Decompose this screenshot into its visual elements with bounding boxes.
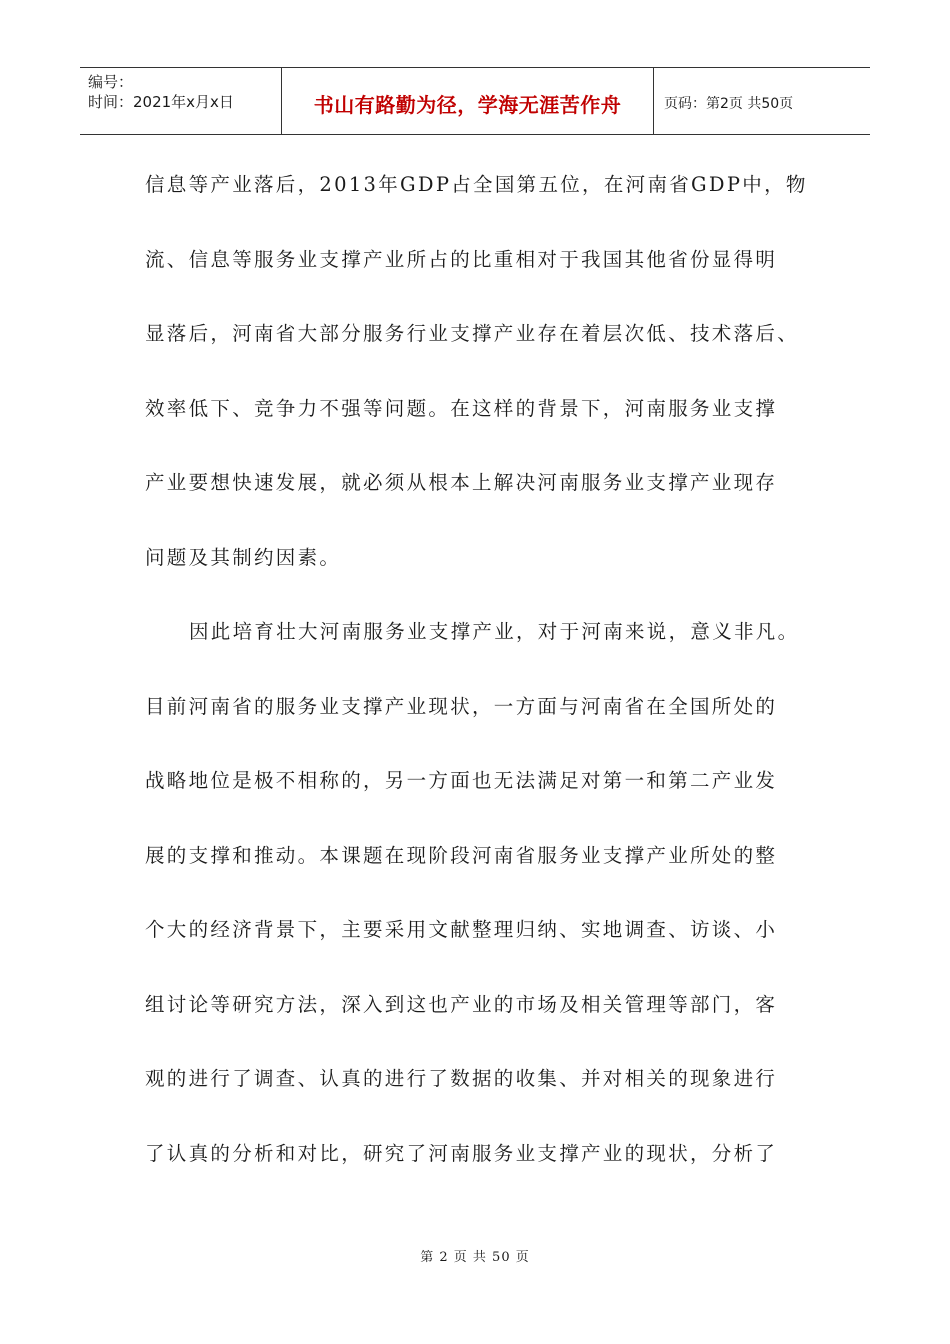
body-line: 个大的经济背景下，主要采用文献整理归纳、实地调查、访谈、小 [145,918,778,941]
document-time-label: 时间：2021年x月x日 [88,93,234,111]
body-line: 流、信息等服务业支撑产业所占的比重相对于我国其他省份显得明 [145,247,778,271]
body-line-paragraph-start: 因此培育壮大河南服务业支撑产业，对于河南来说，意义非凡。 [189,620,800,643]
page-footer: 第 2 页 共 50 页 [420,1250,530,1265]
body-line: 显落后，河南省大部分服务行业支撑产业存在着层次低、技术落后、 [145,322,800,345]
header-meta [80,68,282,134]
document-body [145,148,815,1191]
body-line: 问题及其制约因素。 [145,545,342,569]
body-line: 展的支撑和推动。本课题在现阶段河南省服务业支撑产业所处的整 [145,843,778,867]
body-line: 战略地位是极不相称的，另一方面也无法满足对第一和第二产业发 [145,769,778,792]
body-line: 效率低下、竞争力不强等问题。在这样的背景下，河南服务业支撑 [145,396,778,420]
body-line: 了认真的分析和对比，研究了河南服务业支撑产业的现状，分析了 [145,1141,778,1165]
body-line: 信息等产业落后，2013年GDP占全国第五位，在河南省GDP中，物 [145,173,808,196]
body-line: 目前河南省的服务业支撑产业现状，一方面与河南省在全国所处的 [145,694,778,718]
body-line: 产业要想快速发展，就必须从根本上解决河南服务业支撑产业现存 [145,471,778,494]
document-number-label: 编号： [88,73,134,91]
body-line: 组讨论等研究方法，深入到这也产业的市场及相关管理等部门，客 [145,992,778,1016]
header-page-info: 页码：第2页 共50页 [664,96,794,112]
page-header [80,67,870,135]
body-line: 观的进行了调查、认真的进行了数据的收集、并对相关的现象进行 [145,1067,778,1090]
header-motto: 书山有路勤为径，学海无涯苦作舟 [282,68,654,134]
